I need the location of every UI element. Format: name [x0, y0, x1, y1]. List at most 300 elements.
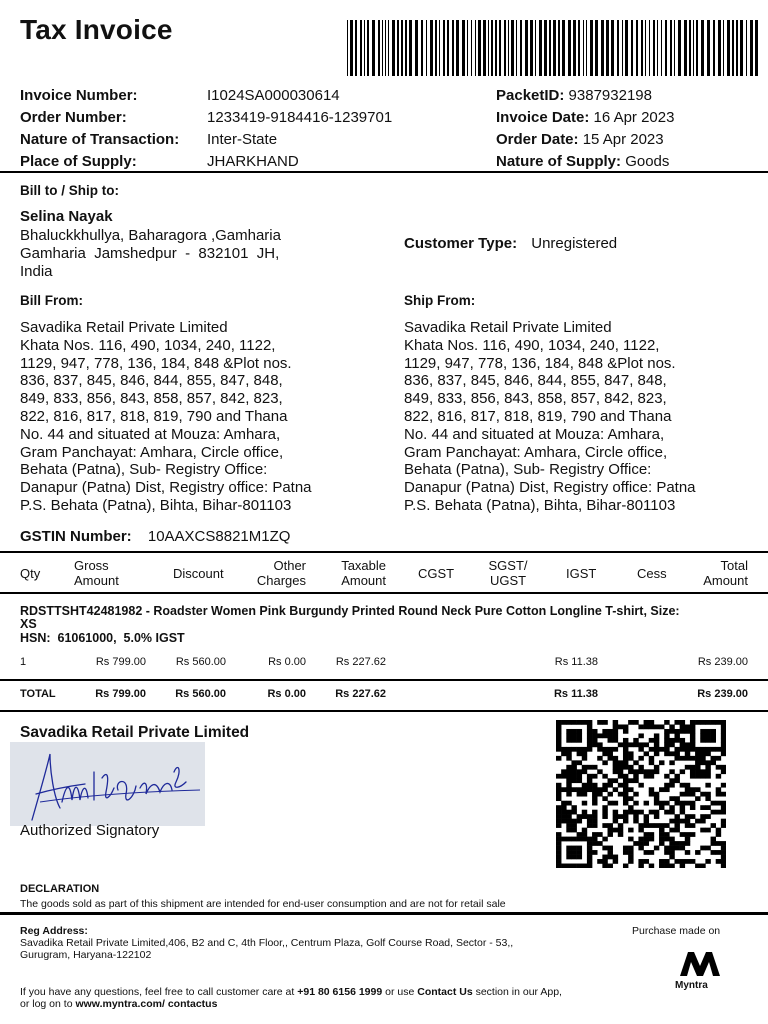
help-text: section in our App,: [472, 986, 562, 998]
barcode-bar: [495, 20, 497, 76]
invoice-number: I1024SA000030614: [207, 87, 340, 104]
qr-module: [644, 814, 649, 819]
qr-module: [654, 792, 659, 797]
qr-module: [690, 769, 695, 774]
qr-module: [669, 724, 674, 729]
qr-module: [680, 720, 685, 725]
qr-module: [700, 805, 705, 810]
qr-module: [669, 783, 674, 788]
qr-module: [700, 774, 705, 779]
qr-module: [633, 720, 638, 725]
qr-module: [711, 810, 716, 815]
barcode-bar: [456, 20, 459, 76]
qr-module: [582, 810, 587, 815]
qr-module: [721, 846, 726, 851]
qr-module: [716, 787, 721, 792]
qr-module: [659, 724, 664, 729]
cell-qty: 1: [20, 656, 27, 668]
qr-module: [644, 832, 649, 837]
qr-module: [556, 729, 561, 734]
qr-module: [649, 769, 654, 774]
qr-module: [690, 733, 695, 738]
qr-module: [566, 778, 571, 783]
customer-type-label: Customer Type:: [404, 235, 518, 252]
qr-module: [659, 828, 664, 833]
cell-gross: Rs 799.00: [95, 656, 146, 668]
qr-module: [561, 814, 566, 819]
qr-module: [659, 747, 664, 752]
qr-module: [669, 796, 674, 801]
qr-module: [561, 787, 566, 792]
barcode-bar: [601, 20, 604, 76]
qr-module: [649, 747, 654, 752]
qr-module: [623, 738, 628, 743]
qr-module: [613, 828, 618, 833]
qr-module: [571, 729, 576, 734]
qr-module: [618, 742, 623, 747]
barcode-bar: [622, 20, 623, 76]
qr-module: [669, 855, 674, 860]
qr-module: [592, 810, 597, 815]
signatory-company: Savadika Retail Private Limited: [20, 724, 250, 741]
qr-module: [556, 738, 561, 743]
qr-module: [685, 742, 690, 747]
qr-module: [608, 801, 613, 806]
qr-module: [700, 792, 705, 797]
qr-module: [700, 751, 705, 756]
barcode-bar: [388, 20, 389, 76]
qr-module: [597, 832, 602, 837]
qr-module: [608, 751, 613, 756]
qr-module: [700, 747, 705, 752]
qr-module: [566, 765, 571, 770]
qr-module: [711, 760, 716, 765]
total-discount: Rs 560.00: [175, 688, 226, 700]
col-cgst: CGST: [418, 566, 455, 581]
qr-module: [587, 855, 592, 860]
qr-module: [654, 738, 659, 743]
barcode-bar: [562, 20, 565, 76]
qr-module: [716, 774, 721, 779]
address-line: Gram Panchayat: Amhara, Circle office,: [20, 443, 284, 461]
qr-module: [669, 828, 674, 833]
qr-module: [669, 769, 674, 774]
qr-module: [664, 859, 669, 864]
qr-module: [633, 778, 638, 783]
help-text: If you have any questions, feel free to call customer care at: [20, 986, 298, 998]
qr-module: [664, 742, 669, 747]
contact-url-link[interactable]: www.myntra.com/ contactus: [75, 998, 218, 1010]
qr-module: [556, 774, 561, 779]
qr-module: [613, 765, 618, 770]
qr-module: [608, 733, 613, 738]
qr-module: [638, 783, 643, 788]
qr-module: [623, 810, 628, 815]
qr-module: [685, 832, 690, 837]
qr-module: [582, 814, 587, 819]
qr-module: [700, 720, 705, 725]
qr-module: [577, 778, 582, 783]
qr-module: [561, 810, 566, 815]
qr-module: [623, 783, 628, 788]
qr-module: [602, 729, 607, 734]
qr-module: [628, 765, 633, 770]
barcode-bar: [488, 20, 489, 76]
qr-module: [680, 846, 685, 851]
qr-module: [608, 778, 613, 783]
barcode-bar: [520, 20, 522, 76]
qr-module: [566, 756, 571, 761]
qr-module: [695, 850, 700, 855]
qr-module: [587, 859, 592, 864]
qr-module: [690, 738, 695, 743]
qr-module: [587, 787, 592, 792]
qr-module: [716, 810, 721, 815]
qr-module: [690, 724, 695, 729]
qr-module: [659, 787, 664, 792]
qr-module: [721, 864, 726, 868]
qr-module: [633, 810, 638, 815]
qr-module: [571, 738, 576, 743]
qr-module: [602, 859, 607, 864]
help-text: or use: [382, 986, 418, 998]
qr-module: [602, 787, 607, 792]
col-gross-line: Amount: [74, 573, 119, 588]
qr-module: [654, 801, 659, 806]
qr-module: [561, 769, 566, 774]
nature-transaction: Inter-State: [207, 131, 278, 148]
qr-module: [659, 864, 664, 868]
qr-module: [566, 828, 571, 833]
barcode-bar: [539, 20, 542, 76]
qr-module: [571, 855, 576, 860]
qr-module: [623, 724, 628, 729]
qr-module: [700, 756, 705, 761]
qr-module: [674, 801, 679, 806]
qr-module: [695, 769, 700, 774]
qr-module: [664, 810, 669, 815]
qr-module: [556, 850, 561, 855]
barcode-bar: [670, 20, 672, 76]
qr-module: [592, 801, 597, 806]
authorized-signatory: Authorized Signatory: [20, 822, 160, 839]
qr-module: [628, 859, 633, 864]
qr-module: [705, 733, 710, 738]
qr-module: [664, 801, 669, 806]
barcode-bar: [378, 20, 380, 76]
qr-module: [664, 747, 669, 752]
qr-module: [587, 783, 592, 788]
barcode-bar: [657, 20, 658, 76]
contact-us-link[interactable]: Contact Us: [417, 986, 473, 998]
qr-module: [587, 738, 592, 743]
barcode-bar: [426, 20, 427, 76]
qr-module: [716, 765, 721, 770]
qr-module: [556, 724, 561, 729]
qr-module: [602, 720, 607, 725]
qr-module: [597, 787, 602, 792]
qr-module: [556, 810, 561, 815]
qr-module: [556, 855, 561, 860]
qr-module: [669, 864, 674, 868]
qr-module: [592, 729, 597, 734]
barcode-bar: [678, 20, 681, 76]
qr-module: [566, 792, 571, 797]
barcode-bar: [586, 20, 587, 76]
qr-module: [685, 841, 690, 846]
bill-from-label: Bill From:: [20, 293, 83, 308]
total-amount: Rs 239.00: [697, 688, 748, 700]
qr-module: [602, 747, 607, 752]
qr-module: [592, 814, 597, 819]
qr-module: [674, 756, 679, 761]
qr-module: [587, 864, 592, 868]
qr-module: [721, 738, 726, 743]
qr-module: [618, 783, 623, 788]
qr-module: [654, 846, 659, 851]
qr-module: [556, 747, 561, 752]
qr-module: [680, 747, 685, 752]
qr-module: [669, 760, 674, 765]
total-igst: Rs 11.38: [553, 688, 598, 700]
qr-module: [613, 720, 618, 725]
qr-module: [613, 729, 618, 734]
invoice-date-label: Invoice Date:: [496, 109, 590, 126]
barcode-bar: [684, 20, 687, 76]
qr-module: [556, 837, 561, 842]
qr-module: [649, 787, 654, 792]
qr-module: [674, 823, 679, 828]
divider: [0, 592, 768, 594]
qr-module: [705, 783, 710, 788]
reg-address-line: Savadika Retail Private Limited,406, B2 and C, 4th Floor,, Centrum Plaza, Golf Course Road, Sector - 53,,: [20, 937, 514, 949]
qr-module: [695, 864, 700, 868]
qr-module: [649, 864, 654, 868]
qr-module: [566, 751, 571, 756]
item-description-line: XS: [20, 617, 37, 631]
qr-module: [664, 823, 669, 828]
address-line: Savadika Retail Private Limited: [20, 319, 228, 336]
qr-module: [561, 720, 566, 725]
qr-module: [721, 801, 726, 806]
barcode-bar: [504, 20, 506, 76]
barcode-bar: [636, 20, 638, 76]
qr-module: [587, 724, 592, 729]
barcode-bar: [372, 20, 375, 76]
qr-module: [613, 733, 618, 738]
qr-module: [674, 819, 679, 824]
address-line: Gram Panchayat: Amhara, Circle office,: [404, 443, 668, 461]
qr-module: [659, 837, 664, 842]
qr-module: [587, 846, 592, 851]
qr-module: [633, 769, 638, 774]
qr-module: [669, 841, 674, 846]
address-line: Savadika Retail Private Limited: [404, 319, 612, 336]
qr-module: [602, 760, 607, 765]
barcode-bar: [578, 20, 580, 76]
qr-module: [577, 850, 582, 855]
qr-module: [669, 819, 674, 824]
packet-id: 9387932198: [568, 87, 652, 104]
qr-module: [592, 841, 597, 846]
qr-module: [674, 814, 679, 819]
qr-module: [623, 792, 628, 797]
qr-module: [654, 747, 659, 752]
qr-module: [659, 859, 664, 864]
qr-module: [628, 787, 633, 792]
qr-module: [721, 720, 726, 725]
barcode-bar: [727, 20, 730, 76]
barcode-bar: [397, 20, 399, 76]
divider: [0, 551, 768, 553]
col-taxable: [326, 558, 386, 588]
qr-module: [690, 859, 695, 864]
barcode-bar: [595, 20, 598, 76]
cell-taxable: Rs 227.62: [335, 656, 386, 668]
qr-module: [587, 819, 592, 824]
qr-module: [716, 792, 721, 797]
qr-module: [623, 729, 628, 734]
qr-module: [577, 792, 582, 797]
total-taxable: Rs 227.62: [335, 688, 386, 700]
qr-module: [561, 751, 566, 756]
qr-module: [571, 774, 576, 779]
qr-module: [721, 783, 726, 788]
qr-module: [669, 850, 674, 855]
qr-module: [644, 724, 649, 729]
qr-module: [628, 805, 633, 810]
qr-module: [685, 792, 690, 797]
barcode-bar: [568, 20, 571, 76]
col-total-line: Amount: [703, 573, 748, 588]
qr-module: [592, 796, 597, 801]
qr-module: [638, 769, 643, 774]
barcode-bar: [689, 20, 691, 76]
qr-module: [561, 819, 566, 824]
qr-module: [628, 778, 633, 783]
barcode-bar: [350, 20, 353, 76]
qr-module: [566, 774, 571, 779]
qr-module: [669, 751, 674, 756]
qr-module: [716, 801, 721, 806]
signature-image: [10, 742, 205, 826]
qr-module: [577, 819, 582, 824]
qr-module: [582, 747, 587, 752]
qr-module: [690, 756, 695, 761]
qr-module: [664, 787, 669, 792]
qr-module: [566, 747, 571, 752]
qr-module: [628, 810, 633, 815]
qr-module: [680, 783, 685, 788]
address-line: 836, 837, 845, 846, 844, 855, 847, 848,: [404, 372, 667, 390]
qr-module: [649, 823, 654, 828]
qr-module: [602, 837, 607, 842]
address-line: 822, 816, 817, 818, 819, 790 and Thana: [20, 407, 288, 425]
qr-module: [721, 765, 726, 770]
qr-module: [649, 832, 654, 837]
cell-discount: Rs 560.00: [175, 656, 226, 668]
qr-module: [685, 783, 690, 788]
qr-module: [571, 778, 576, 783]
qr-module: [556, 805, 561, 810]
qr-module: [685, 819, 690, 824]
qr-module: [690, 742, 695, 747]
barcode-bar: [645, 20, 646, 76]
qr-module: [669, 738, 674, 743]
barcode: [345, 20, 763, 76]
barcode-bar: [415, 20, 418, 76]
qr-module: [613, 756, 618, 761]
qr-module: [628, 769, 633, 774]
qr-module: [638, 828, 643, 833]
qr-module: [685, 756, 690, 761]
qr-module: [721, 747, 726, 752]
qr-module: [700, 846, 705, 851]
address-line: 849, 833, 856, 843, 858, 857, 842, 823,: [20, 390, 283, 408]
qr-module: [700, 760, 705, 765]
col-taxable-line: Taxable: [341, 558, 386, 573]
barcode-bar: [382, 20, 383, 76]
barcode-bar: [471, 20, 472, 76]
qr-module: [695, 787, 700, 792]
qr-module: [556, 841, 561, 846]
qr-module: [669, 810, 674, 815]
qr-module: [721, 751, 726, 756]
qr-module: [674, 720, 679, 725]
qr-module: [705, 805, 710, 810]
qr-module: [649, 850, 654, 855]
qr-module: [664, 837, 669, 842]
purchase-made-on: Purchase made on: [632, 925, 721, 937]
qr-module: [623, 787, 628, 792]
qr-module: [669, 729, 674, 734]
barcode-bar: [617, 20, 619, 76]
qr-module: [685, 823, 690, 828]
myntra-brand-text: Myntra: [675, 980, 708, 991]
qr-module: [716, 832, 721, 837]
qr-module: [721, 769, 726, 774]
qr-module: [602, 796, 607, 801]
address-line: P.S. Behata (Patna), Bihta, Bihar-801103: [20, 496, 292, 514]
qr-module: [582, 801, 587, 806]
qr-module: [587, 850, 592, 855]
qr-module: [705, 774, 710, 779]
qr-module: [556, 832, 561, 837]
gstin-value: 10AAXCS8821M1ZQ: [147, 528, 291, 545]
col-total: [688, 558, 748, 588]
qr-module: [566, 837, 571, 842]
barcode-bar: [625, 20, 628, 76]
qr-module: [674, 751, 679, 756]
qr-module: [613, 855, 618, 860]
qr-module: [608, 792, 613, 797]
qr-module: [571, 810, 576, 815]
address-line: No. 44 and situated at Mouza: Amhara,: [20, 425, 281, 443]
barcode-bar: [590, 20, 593, 76]
qr-module: [638, 756, 643, 761]
qr-module: [685, 724, 690, 729]
help-phone[interactable]: +91 80 6156 1999: [297, 986, 383, 998]
qr-module: [587, 778, 592, 783]
qr-module: [721, 742, 726, 747]
qr-module: [587, 841, 592, 846]
barcode-bar: [360, 20, 362, 76]
barcode-bar: [653, 20, 655, 76]
place-supply-label: Place of Supply:: [20, 153, 137, 170]
qr-module: [571, 720, 576, 725]
qr-module: [669, 805, 674, 810]
qr-module: [592, 733, 597, 738]
